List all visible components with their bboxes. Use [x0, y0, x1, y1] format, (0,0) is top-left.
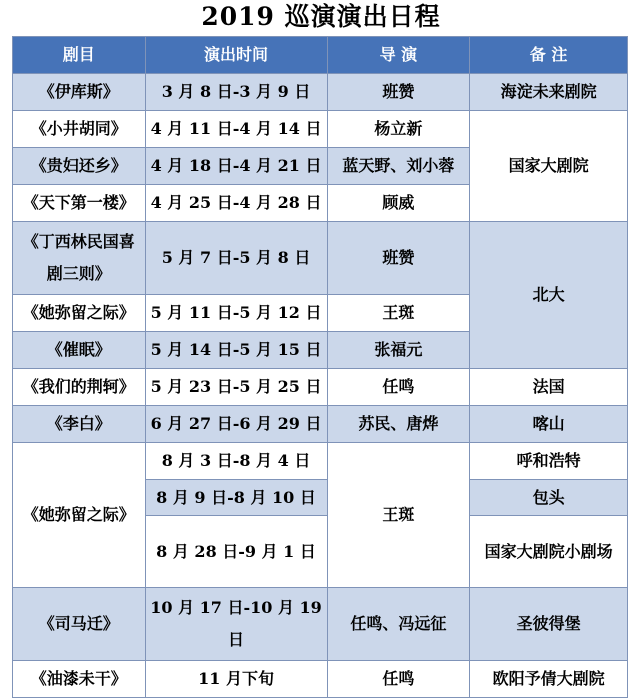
time-cell: 10 月 17 日-10 月 19 日	[145, 588, 327, 661]
note-cell: 喀山	[470, 406, 628, 443]
play-cell: 《我们的荆轲》	[13, 369, 146, 406]
note-cell: 包头	[470, 480, 628, 516]
director-cell: 班赞	[327, 222, 470, 295]
time-cell: 5 月 23 日-5 月 25 日	[145, 369, 327, 406]
play-cell: 《伊库斯》	[13, 74, 146, 111]
time-cell: 3 月 8 日-3 月 9 日	[145, 74, 327, 111]
note-cell: 圣彼得堡	[470, 588, 628, 661]
note-cell: 北大	[470, 222, 628, 369]
header-note: 备 注	[470, 37, 628, 74]
time-cell: 4 月 25 日-4 月 28 日	[145, 185, 327, 222]
table-row	[13, 74, 628, 111]
header-director: 导 演	[327, 37, 470, 74]
play-cell: 《小井胡同》	[13, 111, 146, 148]
note-cell: 海淀未来剧院	[470, 74, 628, 111]
director-cell: 杨立新	[327, 111, 470, 148]
table-row	[13, 443, 628, 480]
note-cell: 国家大剧院	[470, 111, 628, 222]
table-row	[13, 406, 628, 443]
time-cell: 5 月 11 日-5 月 12 日	[145, 295, 327, 332]
table-row	[13, 222, 628, 295]
time-cell: 4 月 18 日-4 月 21 日	[145, 148, 327, 185]
time-cell: 8 月 28 日-9 月 1 日	[145, 516, 327, 588]
schedule-table	[12, 36, 628, 698]
director-cell: 任鸣、冯远征	[327, 588, 470, 661]
table-row	[13, 661, 628, 698]
director-cell: 苏民、唐烨	[327, 406, 470, 443]
table-row	[13, 369, 628, 406]
director-cell: 蓝天野、刘小蓉	[327, 148, 470, 185]
page-title: 2019 巡演演出日程	[201, 2, 441, 31]
play-cell: 《丁西林民国喜剧三则》	[13, 222, 146, 295]
play-cell: 《李白》	[13, 406, 146, 443]
table-row	[13, 111, 628, 148]
play-cell: 《司马迁》	[13, 588, 146, 661]
time-cell: 8 月 3 日-8 月 4 日	[145, 443, 327, 480]
note-cell: 法国	[470, 369, 628, 406]
time-cell: 5 月 14 日-5 月 15 日	[145, 332, 327, 369]
director-cell: 任鸣	[327, 661, 470, 698]
time-cell: 5 月 7 日-5 月 8 日	[145, 222, 327, 295]
time-cell: 11 月下旬	[145, 661, 327, 698]
director-cell: 王斑	[327, 295, 470, 332]
header-time: 演出时间	[145, 37, 327, 74]
note-cell: 国家大剧院小剧场	[470, 516, 628, 588]
time-cell: 6 月 27 日-6 月 29 日	[145, 406, 327, 443]
table-row	[13, 588, 628, 661]
director-cell: 顾威	[327, 185, 470, 222]
note-cell: 呼和浩特	[470, 443, 628, 480]
play-cell: 《她弥留之际》	[13, 295, 146, 332]
play-cell: 《催眠》	[13, 332, 146, 369]
time-cell: 8 月 9 日-8 月 10 日	[145, 480, 327, 516]
header-play: 剧目	[13, 37, 146, 74]
play-cell: 《天下第一楼》	[13, 185, 146, 222]
director-cell: 班赞	[327, 74, 470, 111]
time-cell: 4 月 11 日-4 月 14 日	[145, 111, 327, 148]
note-cell: 欧阳予倩大剧院	[470, 661, 628, 698]
play-cell: 《油漆未干》	[13, 661, 146, 698]
director-cell: 王斑	[327, 443, 470, 588]
play-cell: 《她弥留之际》	[13, 443, 146, 588]
director-cell: 任鸣	[327, 369, 470, 406]
header-row	[13, 37, 628, 74]
director-cell: 张福元	[327, 332, 470, 369]
play-cell: 《贵妇还乡》	[13, 148, 146, 185]
